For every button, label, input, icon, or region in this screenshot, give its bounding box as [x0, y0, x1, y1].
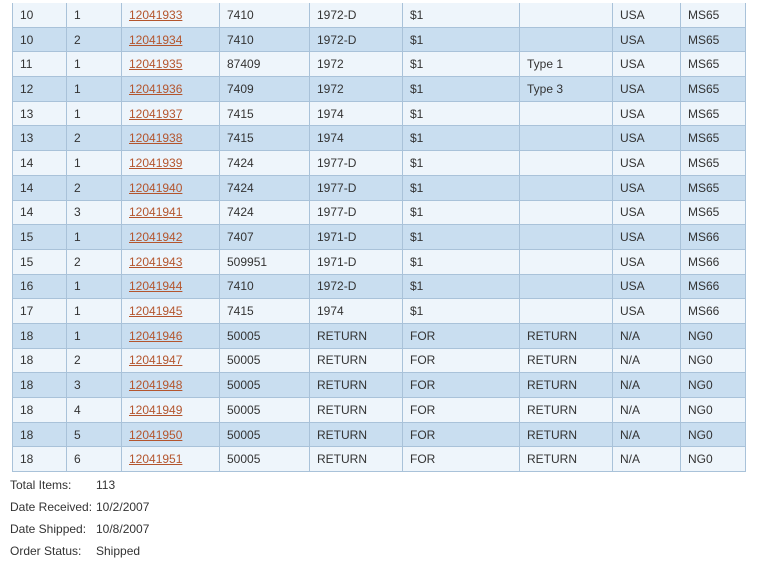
grade-cell: NG0: [681, 422, 746, 447]
denomination-cell: $1: [403, 175, 520, 200]
cert-number-cell: [122, 373, 220, 398]
country-cell: USA: [613, 101, 681, 126]
cert-number-cell: [122, 175, 220, 200]
table-row: [13, 101, 746, 126]
invoice-line-cell: 10: [13, 3, 67, 27]
denomination-cell: $1: [403, 126, 520, 151]
catalog-number-cell: 509951: [220, 249, 310, 274]
item-number-cell: 3: [67, 373, 122, 398]
invoice-line-cell: 13: [13, 126, 67, 151]
invoice-line-cell: 18: [13, 447, 67, 472]
item-number-cell: 1: [67, 101, 122, 126]
invoice-line-cell: 14: [13, 151, 67, 176]
cert-number-cell: [122, 323, 220, 348]
grade-cell: NG0: [681, 447, 746, 472]
variety-cell: [520, 27, 613, 52]
denomination-cell: FOR: [403, 373, 520, 398]
catalog-number-cell: 50005: [220, 398, 310, 423]
catalog-number-cell: 50005: [220, 447, 310, 472]
variety-cell: RETURN: [520, 323, 613, 348]
invoice-line-cell: 18: [13, 323, 67, 348]
item-number-cell: 6: [67, 447, 122, 472]
denomination-cell: $1: [403, 249, 520, 274]
invoice-line-cell: 11: [13, 52, 67, 77]
denomination-cell: $1: [403, 77, 520, 102]
variety-cell: RETURN: [520, 398, 613, 423]
cert-number-cell: [122, 3, 220, 27]
table-row: [13, 126, 746, 151]
catalog-number-cell: 50005: [220, 348, 310, 373]
cert-number-cell: [122, 126, 220, 151]
cert-number-link[interactable]: 12041934: [129, 32, 183, 47]
variety-cell: Type 1: [520, 52, 613, 77]
table-row: [13, 225, 746, 250]
variety-cell: RETURN: [520, 422, 613, 447]
table-row: [13, 175, 746, 200]
table-row: [13, 422, 746, 447]
cert-number-cell: [122, 200, 220, 225]
year-cell: 1977-D: [310, 200, 403, 225]
cert-number-cell: [122, 398, 220, 423]
cert-number-link[interactable]: 12041935: [129, 57, 183, 72]
year-cell: RETURN: [310, 348, 403, 373]
grade-cell: MS65: [681, 77, 746, 102]
year-cell: 1977-D: [310, 175, 403, 200]
invoice-line-cell: 16: [13, 274, 67, 299]
catalog-number-cell: 7424: [220, 175, 310, 200]
cert-number-link[interactable]: 12041937: [129, 106, 183, 121]
table-row: [13, 398, 746, 423]
cert-number-cell: [122, 274, 220, 299]
variety-cell: [520, 200, 613, 225]
table-row: [13, 52, 746, 77]
grade-cell: MS65: [681, 3, 746, 27]
country-cell: USA: [613, 299, 681, 324]
cert-number-link[interactable]: 12041950: [129, 427, 183, 442]
cert-number-cell: [122, 52, 220, 77]
variety-cell: [520, 249, 613, 274]
invoice-line-cell: 15: [13, 225, 67, 250]
item-number-cell: 1: [67, 323, 122, 348]
cert-number-link[interactable]: 12041949: [129, 402, 183, 417]
table-row: [13, 323, 746, 348]
total-items-label: Total Items:: [10, 478, 72, 492]
country-cell: USA: [613, 77, 681, 102]
country-cell: USA: [613, 52, 681, 77]
date-received-row: [10, 498, 149, 520]
country-cell: N/A: [613, 422, 681, 447]
catalog-number-cell: 50005: [220, 422, 310, 447]
catalog-number-cell: 7415: [220, 126, 310, 151]
denomination-cell: $1: [403, 200, 520, 225]
grade-cell: MS65: [681, 175, 746, 200]
variety-cell: RETURN: [520, 348, 613, 373]
variety-cell: [520, 274, 613, 299]
year-cell: RETURN: [310, 373, 403, 398]
variety-cell: [520, 225, 613, 250]
variety-cell: RETURN: [520, 373, 613, 398]
table-row: [13, 274, 746, 299]
year-cell: 1971-D: [310, 249, 403, 274]
variety-cell: [520, 101, 613, 126]
variety-cell: [520, 3, 613, 27]
date-shipped-row: [10, 520, 149, 542]
grade-cell: MS66: [681, 249, 746, 274]
cert-number-link[interactable]: 12041933: [129, 7, 183, 22]
item-number-cell: 1: [67, 225, 122, 250]
item-number-cell: 2: [67, 175, 122, 200]
year-cell: RETURN: [310, 422, 403, 447]
denomination-cell: FOR: [403, 323, 520, 348]
grade-cell: MS65: [681, 52, 746, 77]
item-number-cell: 2: [67, 126, 122, 151]
catalog-number-cell: 7415: [220, 299, 310, 324]
invoice-line-cell: 18: [13, 348, 67, 373]
cert-number-link[interactable]: 12041939: [129, 155, 183, 170]
catalog-number-cell: 7415: [220, 101, 310, 126]
cert-number-link[interactable]: 12041936: [129, 81, 183, 96]
cert-number-cell: [122, 27, 220, 52]
date-shipped-value: 10/8/2007: [96, 522, 150, 536]
order-status-value: Shipped: [96, 544, 141, 558]
denomination-cell: $1: [403, 151, 520, 176]
grade-cell: MS66: [681, 274, 746, 299]
invoice-line-cell: 10: [13, 27, 67, 52]
country-cell: N/A: [613, 373, 681, 398]
year-cell: 1972-D: [310, 3, 403, 27]
date-received-label: Date Received:: [10, 500, 93, 514]
catalog-number-cell: 50005: [220, 323, 310, 348]
country-cell: USA: [613, 225, 681, 250]
cert-number-link[interactable]: 12041951: [129, 452, 183, 467]
cert-number-cell: [122, 249, 220, 274]
year-cell: RETURN: [310, 398, 403, 423]
cert-number-cell: [122, 151, 220, 176]
catalog-number-cell: 7407: [220, 225, 310, 250]
order-items-table: [12, 3, 746, 472]
item-number-cell: 5: [67, 422, 122, 447]
grade-cell: NG0: [681, 348, 746, 373]
table-row: [13, 373, 746, 398]
cert-number-link[interactable]: 12041941: [129, 205, 183, 220]
catalog-number-cell: 7410: [220, 274, 310, 299]
denomination-cell: $1: [403, 27, 520, 52]
year-cell: 1972: [310, 52, 403, 77]
cert-number-cell: [122, 77, 220, 102]
denomination-cell: $1: [403, 101, 520, 126]
country-cell: USA: [613, 200, 681, 225]
date-received-value: 10/2/2007: [96, 500, 150, 514]
item-number-cell: 2: [67, 348, 122, 373]
item-number-cell: 2: [67, 249, 122, 274]
denomination-cell: $1: [403, 3, 520, 27]
grade-cell: MS66: [681, 299, 746, 324]
year-cell: 1972-D: [310, 274, 403, 299]
cert-number-link[interactable]: 12041943: [129, 254, 183, 269]
invoice-line-cell: 14: [13, 200, 67, 225]
grade-cell: MS65: [681, 151, 746, 176]
year-cell: 1972-D: [310, 27, 403, 52]
total-items-value: 113: [96, 478, 116, 492]
variety-cell: Type 3: [520, 77, 613, 102]
item-number-cell: 1: [67, 299, 122, 324]
invoice-line-cell: 17: [13, 299, 67, 324]
invoice-line-cell: 18: [13, 373, 67, 398]
invoice-line-cell: 18: [13, 422, 67, 447]
grade-cell: MS65: [681, 126, 746, 151]
invoice-line-cell: 18: [13, 398, 67, 423]
cert-number-link[interactable]: 12041942: [129, 230, 183, 245]
denomination-cell: $1: [403, 274, 520, 299]
country-cell: N/A: [613, 447, 681, 472]
country-cell: USA: [613, 3, 681, 27]
catalog-number-cell: 7410: [220, 3, 310, 27]
denomination-cell: FOR: [403, 447, 520, 472]
variety-cell: [520, 151, 613, 176]
denomination-cell: $1: [403, 225, 520, 250]
grade-cell: MS65: [681, 200, 746, 225]
denomination-cell: FOR: [403, 398, 520, 423]
cert-number-link[interactable]: 12041947: [129, 353, 183, 368]
table-row: [13, 299, 746, 324]
catalog-number-cell: 7424: [220, 151, 310, 176]
order-status-label: Order Status:: [10, 544, 82, 558]
total-items-row: [10, 476, 149, 498]
cert-number-cell: [122, 348, 220, 373]
cert-number-cell: [122, 225, 220, 250]
country-cell: USA: [613, 151, 681, 176]
catalog-number-cell: 50005: [220, 373, 310, 398]
cert-number-link[interactable]: 12041944: [129, 279, 183, 294]
year-cell: 1972: [310, 77, 403, 102]
table-row: [13, 3, 746, 27]
invoice-line-cell: 14: [13, 175, 67, 200]
variety-cell: [520, 299, 613, 324]
country-cell: USA: [613, 126, 681, 151]
table-row: [13, 77, 746, 102]
cert-number-link[interactable]: 12041938: [129, 131, 183, 146]
variety-cell: [520, 175, 613, 200]
country-cell: N/A: [613, 398, 681, 423]
denomination-cell: $1: [403, 299, 520, 324]
cert-number-cell: [122, 299, 220, 324]
grade-cell: NG0: [681, 323, 746, 348]
table-row: [13, 348, 746, 373]
denomination-cell: FOR: [403, 422, 520, 447]
year-cell: 1971-D: [310, 225, 403, 250]
variety-cell: [520, 126, 613, 151]
country-cell: USA: [613, 249, 681, 274]
denomination-cell: FOR: [403, 348, 520, 373]
country-cell: USA: [613, 274, 681, 299]
cert-number-cell: [122, 101, 220, 126]
invoice-line-cell: 12: [13, 77, 67, 102]
year-cell: RETURN: [310, 447, 403, 472]
grade-cell: MS65: [681, 101, 746, 126]
country-cell: USA: [613, 175, 681, 200]
grade-cell: MS66: [681, 225, 746, 250]
cert-number-link[interactable]: 12041948: [129, 378, 183, 393]
invoice-line-cell: 15: [13, 249, 67, 274]
table-row: [13, 151, 746, 176]
year-cell: 1974: [310, 126, 403, 151]
item-number-cell: 1: [67, 274, 122, 299]
year-cell: RETURN: [310, 323, 403, 348]
item-number-cell: 4: [67, 398, 122, 423]
variety-cell: RETURN: [520, 447, 613, 472]
cert-number-cell: [122, 422, 220, 447]
item-number-cell: 2: [67, 27, 122, 52]
date-shipped-label: Date Shipped:: [10, 522, 87, 536]
item-number-cell: 1: [67, 151, 122, 176]
country-cell: N/A: [613, 348, 681, 373]
catalog-number-cell: 7409: [220, 77, 310, 102]
country-cell: N/A: [613, 323, 681, 348]
item-number-cell: 1: [67, 3, 122, 27]
year-cell: 1974: [310, 299, 403, 324]
cert-number-link[interactable]: 12041946: [129, 328, 183, 343]
catalog-number-cell: 7424: [220, 200, 310, 225]
invoice-line-cell: 13: [13, 101, 67, 126]
order-summary: [10, 476, 149, 564]
item-number-cell: 1: [67, 77, 122, 102]
item-number-cell: 3: [67, 200, 122, 225]
cert-number-cell: [122, 447, 220, 472]
grade-cell: MS65: [681, 27, 746, 52]
table-row: [13, 200, 746, 225]
table-row: [13, 27, 746, 52]
year-cell: 1974: [310, 101, 403, 126]
item-number-cell: 1: [67, 52, 122, 77]
cert-number-link[interactable]: 12041940: [129, 180, 183, 195]
grade-cell: NG0: [681, 373, 746, 398]
year-cell: 1977-D: [310, 151, 403, 176]
cert-number-link[interactable]: 12041945: [129, 304, 183, 319]
denomination-cell: $1: [403, 52, 520, 77]
table-row: [13, 249, 746, 274]
catalog-number-cell: 87409: [220, 52, 310, 77]
table-row: [13, 447, 746, 472]
order-items-body: [13, 3, 746, 472]
country-cell: USA: [613, 27, 681, 52]
grade-cell: NG0: [681, 398, 746, 423]
catalog-number-cell: 7410: [220, 27, 310, 52]
